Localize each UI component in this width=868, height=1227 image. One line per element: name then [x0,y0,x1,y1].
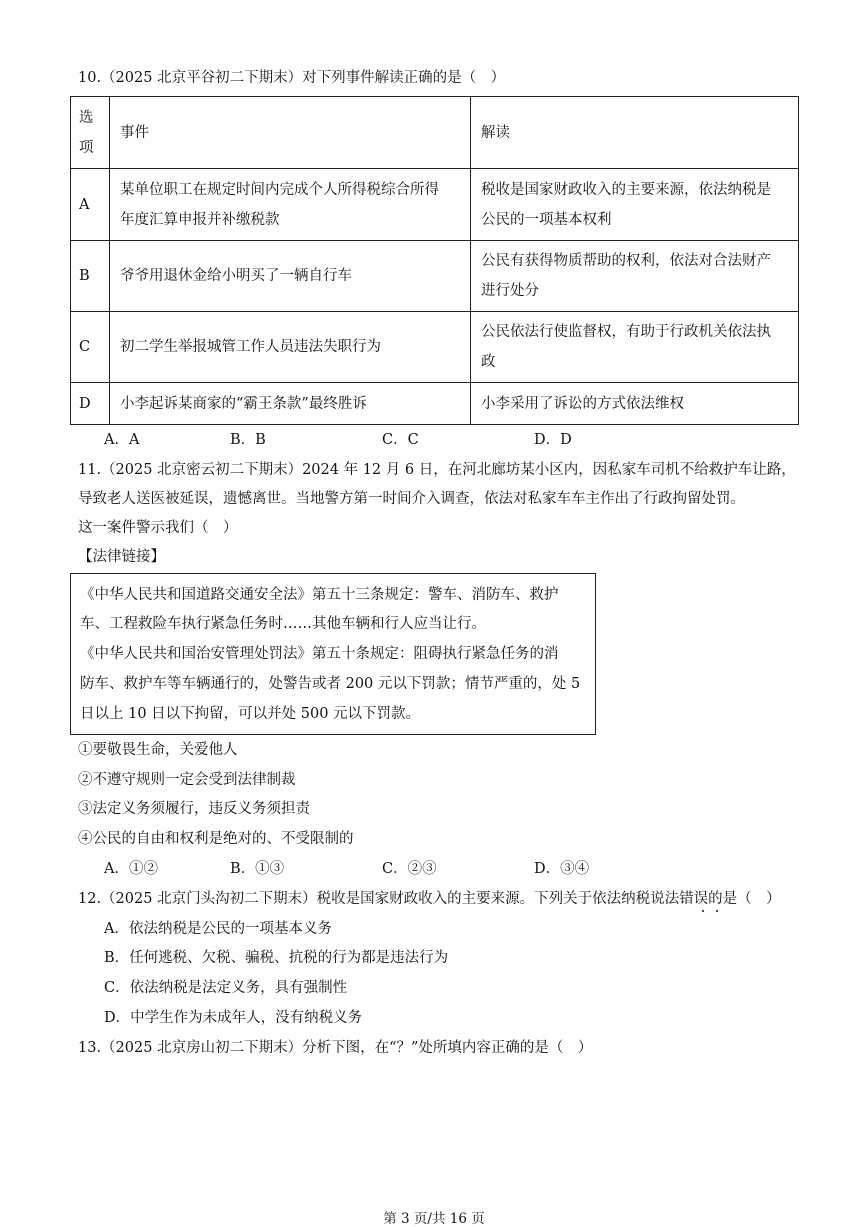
interpretation-line: 公民的一项基本权利 [481,211,612,228]
interpretation-cell [471,241,799,312]
interpretation-line: 公民有获得物质帮助的权利，依法对合法财产 [481,253,771,269]
law-line: 车、工程救险车执行紧急任务时……其他车辆和行人应当让行。 [80,616,486,632]
table-row [71,241,799,312]
q11-stem-line1: 11.（2025 北京密云初二下期末）2024 年 12 月 6 日，在河北廊坊某小区内，因私家车司机不给救护车让路， [78,462,796,478]
event-cell: 初二学生举报城管工作人员违法失职行为 [110,312,471,383]
statement-1: ①要敬畏生命，关爱他人 [78,742,238,758]
statement-3: ③法定义务须履行，违反义务须担责 [78,801,310,817]
page-number: 第 3 页/共 16 页 [383,1211,485,1227]
header-event-cell: 事件 [110,97,471,169]
interpretation-line: 税收是国家财政收入的主要来源，依法纳税是 [481,181,771,198]
choice-b[interactable]: B．任何逃税、欠税、骗税、抗税的行为都是违法行为 [104,950,449,966]
interpretation-line: 进行处分 [481,283,539,299]
law-line: 《中华人民共和国治安管理处罚法》第五十条规定：阻碍执行紧急任务的消 [80,646,559,662]
statement-4: ④公民的自由和权利是绝对的、不受限制的 [78,831,354,847]
q13-stem: 13.（2025 北京房山初二下期末）分析下图，在“？”处所填内容正确的是（ ） [78,1040,593,1056]
choice-d[interactable]: D．③④ [534,861,590,877]
emphasis-dot [716,910,718,912]
event-line: 某单位职工在规定时间内完成个人所得税综合所得 [120,181,439,198]
law-line: 《中华人民共和国道路交通安全法》第五十三条规定：警车、消防车、救护 [80,587,559,603]
event-cell [110,169,471,241]
q12-stem: 12.（2025 北京门头沟初二下期末）税收是国家财政收入的主要来源。下列关于依法纳税说法错误的是（ ） [78,891,781,907]
header-option-line2: 项 [79,139,94,156]
choice-c[interactable]: C．②③ [382,861,437,877]
interpretation-cell: 小李采用了诉讼的方式依法维权 [471,383,799,425]
header-option-cell [71,97,110,169]
law-line: 日以上 10 日以下拘留，可以并处 500 元以下罚款。 [80,706,421,722]
choice-a[interactable]: A．①② [104,861,158,877]
choice-d[interactable]: D．中学生作为未成年人，没有纳税义务 [104,1010,363,1026]
table-row [71,312,799,383]
event-cell: 小李起诉某商家的“霸王条款”最终胜诉 [110,383,471,425]
choice-b[interactable]: B．B [230,432,266,448]
law-link-box [70,573,596,735]
option-cell: C [71,312,110,383]
table-row [71,169,799,241]
choice-c[interactable]: C．C [382,432,419,448]
choice-c[interactable]: C．依法纳税是法定义务，具有强制性 [104,980,348,996]
event-cell: 爷爷用退休金给小明买了一辆自行车 [110,241,471,312]
choice-d[interactable]: D．D [534,432,572,448]
q11-stem-line2: 导致老人送医被延误，遗憾离世。当地警方第一时间介入调查，依法对私家车车主作出了行政拘留处罚。 [78,491,745,507]
option-cell: A [71,169,110,241]
q10-table [70,96,799,425]
interpretation-line: 公民依法行使监督权，有助于行政机关依法执 [481,324,771,340]
q10-stem: 10.（2025 北京平谷初二下期末）对下列事件解读正确的是（ ） [78,70,506,86]
law-line: 防车、救护车等车辆通行的，处警告或者 200 元以下罚款；情节严重的，处 5 [80,676,581,692]
law-link-title: 【法律链接】 [78,549,165,565]
interpretation-cell [471,312,799,383]
choice-a[interactable]: A．依法纳税是公民的一项基本义务 [104,921,332,937]
statement-2: ②不遵守规则一定会受到法律制裁 [78,772,296,788]
interpretation-cell [471,169,799,241]
event-line: 年度汇算申报并补缴税款 [120,211,280,228]
option-cell: D [71,383,110,425]
choice-a[interactable]: A．A [104,432,140,448]
interpretation-line: 政 [481,354,496,370]
table-header-row [71,97,799,169]
q11-stem-line3: 这一案件警示我们（ ） [78,520,238,536]
header-interpretation-cell: 解读 [471,97,799,169]
header-option-line1: 选 [79,109,94,126]
table-row [71,383,799,425]
option-cell: B [71,241,110,312]
choice-b[interactable]: B．①③ [230,861,285,877]
emphasis-dot [702,910,704,912]
